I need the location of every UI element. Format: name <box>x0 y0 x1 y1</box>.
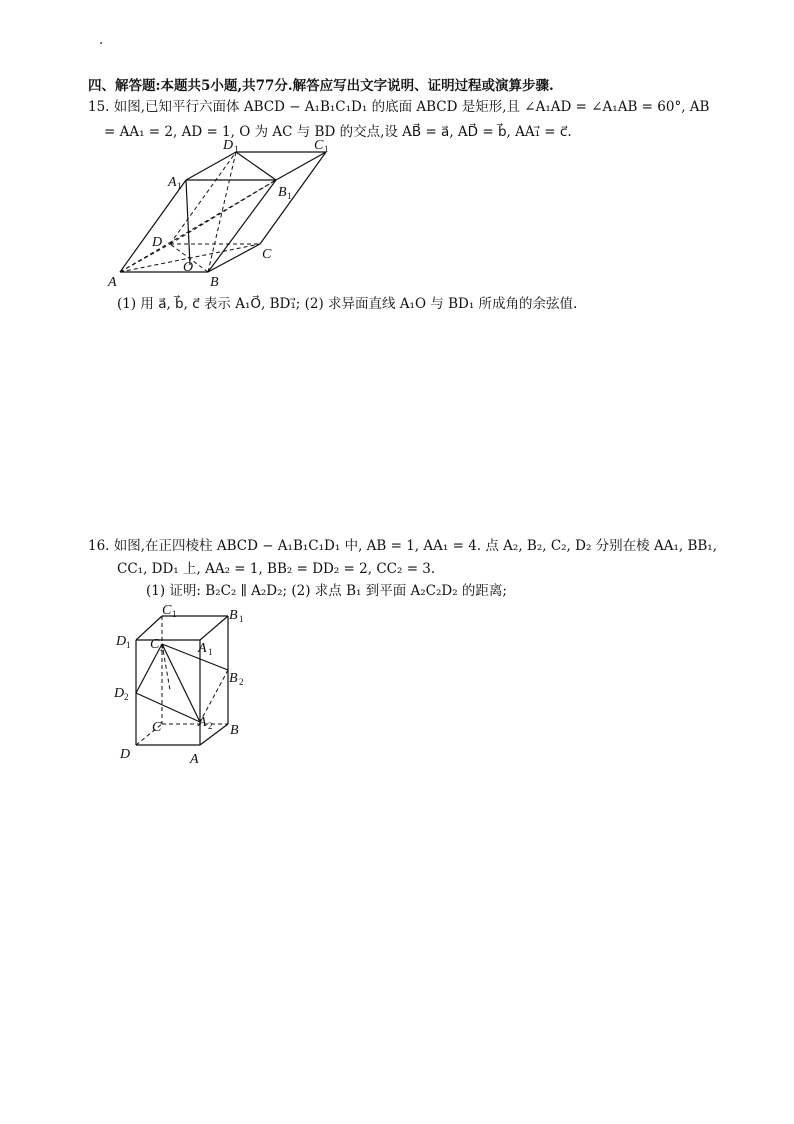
q15-line1: 15. 如图,已知平行六面体 ABCD − A₁B₁C₁D₁ 的底面 ABCD 是矩形,且 ∠A₁AD = ∠A₁AB = 60°, AB <box>88 99 710 115</box>
label-B2-sub: 2 <box>239 677 244 687</box>
label-A2: A <box>198 715 207 730</box>
q15-line2: = AA₁ = 2, AD = 1, O 为 AC 与 BD 的交点,设 AB⃗ = a⃗, AD⃗ = b⃗, AA₁⃗ = c⃗. <box>104 124 572 140</box>
q15-parts: (1) 用 a⃗, b⃗, c⃗ 表示 A₁O⃗, BD₁⃗; (2) 求异面直线 A₁O 与 BD₁ 所成角的余弦值. <box>117 296 578 312</box>
label-D: D <box>120 747 131 762</box>
q16-parts: (1) 证明: B₂C₂ ∥ A₂D₂; (2) 求点 B₁ 到平面 A₂C₂D₂ 的距离; <box>146 583 507 599</box>
section-heading: 四、解答题:本题共5小题,共77分.解答应写出文字说明、证明过程或演算步骤. <box>88 78 554 94</box>
line-D1B1 <box>236 152 276 180</box>
label-C2: C <box>150 637 160 652</box>
label-C1: C <box>314 138 324 153</box>
label-B1: B <box>229 608 238 623</box>
label-B: B <box>210 275 219 290</box>
label-A2-sub: 2 <box>208 721 213 731</box>
edge-B1C1 <box>276 152 326 180</box>
line-C2A2 <box>162 644 200 722</box>
label-C: C <box>262 247 272 262</box>
q16-prism-figure <box>110 600 270 770</box>
label-C: C <box>152 720 162 735</box>
label-C1-sub: 1 <box>324 144 329 154</box>
page-speck <box>100 42 102 44</box>
label-A: A <box>190 752 199 767</box>
line-C2B2 <box>162 644 228 670</box>
line-AB1 <box>120 180 276 272</box>
label-O: O <box>183 260 194 275</box>
label-D: D <box>152 235 163 250</box>
label-D1: D <box>116 634 127 649</box>
label-A: A <box>108 275 117 290</box>
label-B2: B <box>229 671 238 686</box>
label-D2-sub: 2 <box>124 692 129 702</box>
label-D2: D <box>114 686 125 701</box>
label-B1-sub: 1 <box>239 614 244 624</box>
label-C1-sub: 1 <box>172 609 177 619</box>
edge-BC <box>208 244 260 272</box>
q16-line2: CC₁, DD₁ 上, AA₂ = 1, BB₂ = DD₂ = 2, CC₂ = 3. <box>117 561 436 577</box>
label-A1: A <box>198 641 207 656</box>
label-D1: D <box>223 138 234 153</box>
edge-AA1 <box>120 180 186 272</box>
q15-parallelepiped-figure <box>110 140 360 290</box>
label-B1-sub: 1 <box>287 191 292 201</box>
edge-DD1 <box>170 152 236 244</box>
line-A1O <box>186 180 190 265</box>
label-A1-sub: 1 <box>208 647 213 657</box>
label-D1-sub: 1 <box>126 640 131 650</box>
label-A1: A <box>168 175 177 190</box>
edge-A1B1 <box>200 616 228 640</box>
label-C2-sub: 2 <box>160 643 165 653</box>
q16-line1: 16. 如图,在正四棱柱 ABCD − A₁B₁C₁D₁ 中, AB = 1, AA₁ = 4. 点 A₂, B₂, C₂, D₂ 分别在棱 AA₁, BB₁, <box>88 538 717 554</box>
label-B: B <box>230 723 239 738</box>
label-A1-sub: 1 <box>177 181 182 191</box>
edge-A1D1 <box>186 152 236 180</box>
label-C1: C <box>162 603 172 618</box>
line-D2A2 <box>136 693 200 722</box>
label-B1: B <box>278 185 287 200</box>
edge-CC1 <box>260 152 326 244</box>
label-D1-sub: 1 <box>234 144 239 154</box>
